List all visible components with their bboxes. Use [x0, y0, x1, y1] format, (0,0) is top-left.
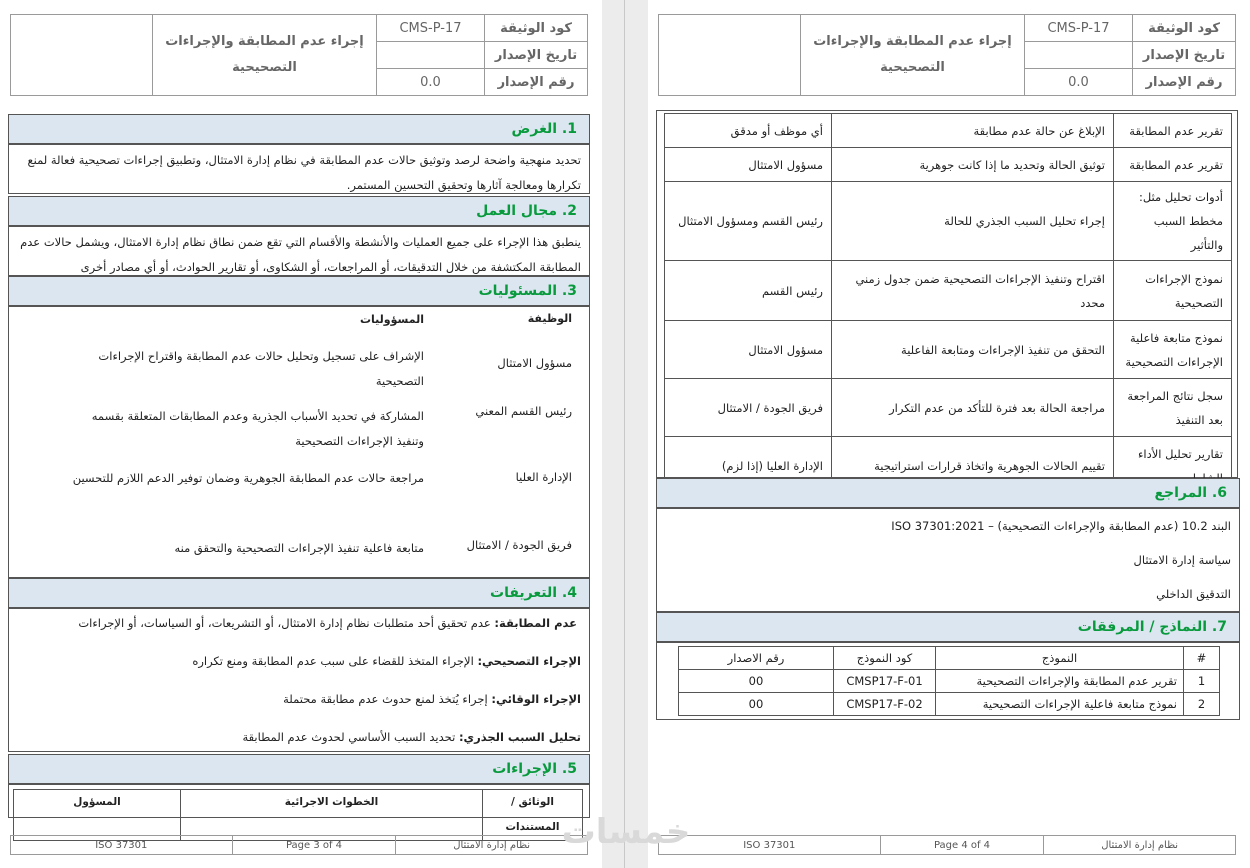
definition-item	[17, 649, 581, 687]
procedure-owner: رئيس القسم	[665, 261, 832, 321]
definition-term: عدم المطابقة:	[494, 616, 577, 630]
procedure-row	[665, 321, 1232, 379]
procedure-document: أدوات تحليل مثل: مخطط السبب والتأثير	[1114, 182, 1232, 261]
col-code-header: كود النموذج	[834, 647, 936, 670]
section-purpose-heading: 1. الغرض	[8, 114, 590, 144]
definition-item	[17, 725, 581, 749]
col-resp-header: المسؤوليات	[359, 313, 424, 326]
procedure-owner: الإدارة العليا (إذا لزم)	[665, 437, 832, 495]
definition-term: الإجراء التصحيحي:	[477, 654, 581, 668]
col-role-header: الوظيفة	[527, 312, 572, 325]
issue-no-label: رقم الإصدار	[485, 69, 588, 96]
form-row	[679, 670, 1220, 693]
doc-code-value: CMS-P-17	[377, 15, 485, 42]
role-name: فريق الجودة / الامتثال	[466, 538, 572, 552]
issue-date-label: تاريخ الإصدار	[485, 42, 588, 69]
procedure-document: تقرير عدم المطابقة	[1114, 148, 1232, 182]
footer-standard: ISO 37301	[659, 836, 881, 855]
col-steps-header: الخطوات الاجرائية	[181, 790, 483, 841]
reference-item: البند 10.2 (عدم المطابقة والإجراءات التصحيحية) – ISO 37301:2021	[891, 519, 1231, 533]
responsibility-row	[20, 344, 586, 398]
procedure-document: سجل نتائج المراجعة بعد التنفيذ	[1114, 379, 1232, 437]
procedure-row	[665, 261, 1232, 321]
procedure-step: الإبلاغ عن حالة عدم مطابقة	[832, 114, 1114, 148]
procedure-owner: فريق الجودة / الامتثال	[665, 379, 832, 437]
procedure-document: نموذج الإجراءات التصحيحية	[1114, 261, 1232, 321]
document-title: إجراء عدم المطابقة والإجراءات التصحيحية	[153, 15, 377, 96]
responsibility-row	[20, 466, 586, 520]
procedure-step: التحقق من تنفيذ الإجراءات ومتابعة الفاعلية	[832, 321, 1114, 379]
page-gap	[602, 0, 648, 868]
procedure-owner: أي موظف أو مدقق	[665, 114, 832, 148]
forms-table	[678, 646, 1220, 716]
logo-placeholder	[659, 15, 801, 96]
form-revision: 00	[679, 670, 834, 693]
procedure-document: تقارير تحليل الأداء	[1114, 437, 1232, 495]
issue-no-value: 0.0	[1025, 69, 1133, 96]
definition-term: الإجراء الوقائي:	[491, 692, 581, 706]
form-name: نموذج متابعة فاعلية الإجراءات التصحيحية	[936, 693, 1184, 716]
procedure-row	[665, 148, 1232, 182]
procedures-header-table	[13, 789, 583, 841]
role-description: متابعة فاعلية تنفيذ الإجراءات التصحيحية والتحقق منه	[174, 541, 424, 555]
procedure-row	[665, 114, 1232, 148]
footer-page-number: Page 3 of 4	[232, 836, 396, 855]
procedure-step: توثيق الحالة وتحديد ما إذا كانت جوهرية	[832, 148, 1114, 182]
procedure-row	[665, 379, 1232, 437]
responsibility-row	[20, 536, 586, 566]
procedure-owner: رئيس القسم ومسؤول الامتثال	[665, 182, 832, 261]
section-scope-text: ينطبق هذا الإجراء على جميع العمليات والأنشطة والأقسام التي تقع ضمن نطاق نظام إدارة الامتثال، ويشمل حالات عدم المطابقة المكتشفة من خلال التدقيقات، أو المراجعات، أو الشكاوى، أو تقارير الحوادث، أو أي مصادر أخرى	[8, 226, 590, 276]
section-references-heading: 6. المراجع	[656, 478, 1240, 508]
footer-system: نظام إدارة الامتثال	[1044, 836, 1236, 855]
procedure-row	[665, 182, 1232, 261]
document-header	[10, 14, 588, 96]
role-description: الإشراف على تسجيل وتحليل حالات عدم المطابقة واقتراح الإجراءات التصحيحية	[98, 349, 424, 388]
section-responsibilities-heading: 3. المسئوليات	[8, 276, 590, 306]
form-code: CMSP17-F-02	[834, 693, 936, 716]
col-no-header: #	[1184, 647, 1220, 670]
page-footer	[658, 835, 1236, 855]
doc-code-label: كود الوثيقة	[485, 15, 588, 42]
col-form-header: النموذج	[936, 647, 1184, 670]
section-scope-heading: 2. مجال العمل	[8, 196, 590, 226]
procedure-document: نموذج متابعة فاعلية الإجراءات التصحيحية	[1114, 321, 1232, 379]
document-title: إجراء عدم المطابقة والإجراءات التصحيحية	[801, 15, 1025, 96]
definition-item	[17, 611, 581, 649]
form-name: تقرير عدم المطابقة والإجراءات التصحيحية	[936, 670, 1184, 693]
issue-date-value	[377, 42, 485, 69]
procedure-step: إجراء تحليل السبب الجذري للحالة	[832, 182, 1114, 261]
definition-term: تحليل السبب الجذري:	[458, 730, 581, 744]
form-code: CMSP17-F-01	[834, 670, 936, 693]
form-row	[679, 693, 1220, 716]
reference-item: التدقيق الداخلي	[1156, 587, 1231, 601]
footer-standard: ISO 37301	[11, 836, 233, 855]
section-definitions-heading: 4. التعريفات	[8, 578, 590, 608]
form-number: 1	[1184, 670, 1220, 693]
procedure-owner: مسؤول الامتثال	[665, 148, 832, 182]
section-purpose-text: تحديد منهجية واضحة لرصد وتوثيق حالات عدم المطابقة في نظام إدارة الامتثال، وتطبيق إجراءات تصحيحية فعالة لمنع تكرارها ومعالجة آثارها وتحقيق التحسين المستمر.	[8, 144, 590, 194]
definition-text: الإجراء المتخذ للقضاء على سبب عدم المطابقة ومنع تكراره	[192, 654, 478, 668]
responsibilities-table	[10, 312, 586, 572]
doc-code-value: CMS-P-17	[1025, 15, 1133, 42]
procedure-step: اقتراح وتنفيذ الإجراءات التصحيحية ضمن جدول زمني محدد	[832, 261, 1114, 321]
page-3	[0, 0, 602, 868]
procedure-owner: مسؤول الامتثال	[665, 321, 832, 379]
issue-date-value	[1025, 42, 1133, 69]
role-name: رئيس القسم المعني	[475, 404, 572, 418]
definitions-box	[8, 608, 590, 752]
role-description: مراجعة حالات عدم المطابقة الجوهرية وضمان توفير الدعم اللازم للتحسين	[72, 471, 424, 485]
document-header	[658, 14, 1236, 96]
definition-item	[17, 687, 581, 725]
logo-placeholder	[11, 15, 153, 96]
definition-text: عدم تحقيق أحد متطلبات نظام إدارة الامتثال، أو التشريعات، أو السياسات، أو الإجراءات	[78, 616, 495, 630]
watermark-logo: خمسات	[561, 812, 691, 852]
col-owner-header: المسؤول	[14, 790, 181, 841]
procedures-table	[664, 113, 1232, 495]
procedure-step: تقييم الحالات الجوهرية واتخاذ قرارات استراتيجية	[832, 437, 1114, 495]
references-box	[656, 508, 1240, 612]
footer-page-number: Page 4 of 4	[880, 836, 1044, 855]
footer-system: نظام إدارة الامتثال	[396, 836, 588, 855]
col-rev-header: رقم الاصدار	[679, 647, 834, 670]
procedure-step: مراجعة الحالة بعد فترة للتأكد من عدم التكرار	[832, 379, 1114, 437]
form-number: 2	[1184, 693, 1220, 716]
role-name: مسؤول الامتثال	[497, 356, 572, 370]
definition-text: تحديد السبب الأساسي لحدوث عدم المطابقة	[242, 730, 459, 744]
doc-code-label: كود الوثيقة	[1133, 15, 1236, 42]
procedure-document: تقرير عدم المطابقة	[1114, 114, 1232, 148]
section-procedures-heading: 5. الإجراءات	[8, 754, 590, 784]
procedures-header-box	[8, 784, 590, 833]
reference-item: سياسة إدارة الامتثال	[1133, 553, 1231, 567]
col-docs-header: الوثائق / المستندات	[483, 790, 583, 841]
form-revision: 00	[679, 693, 834, 716]
page-footer	[10, 835, 588, 855]
issue-no-label: رقم الإصدار	[1133, 69, 1236, 96]
role-description: المشاركة في تحديد الأسباب الجذرية وعدم المطابقات المتعلقة بقسمه وتنفيذ الإجراءات التصحيحية	[91, 409, 424, 448]
section-forms-heading: 7. النماذج / المرفقات	[656, 612, 1240, 642]
responsibility-row	[20, 404, 586, 458]
definition-text: إجراء يُتخذ لمنع حدوث عدم مطابقة محتملة	[283, 692, 492, 706]
role-name: الإدارة العليا	[515, 470, 572, 484]
issue-date-label: تاريخ الإصدار	[1133, 42, 1236, 69]
issue-no-value: 0.0	[377, 69, 485, 96]
